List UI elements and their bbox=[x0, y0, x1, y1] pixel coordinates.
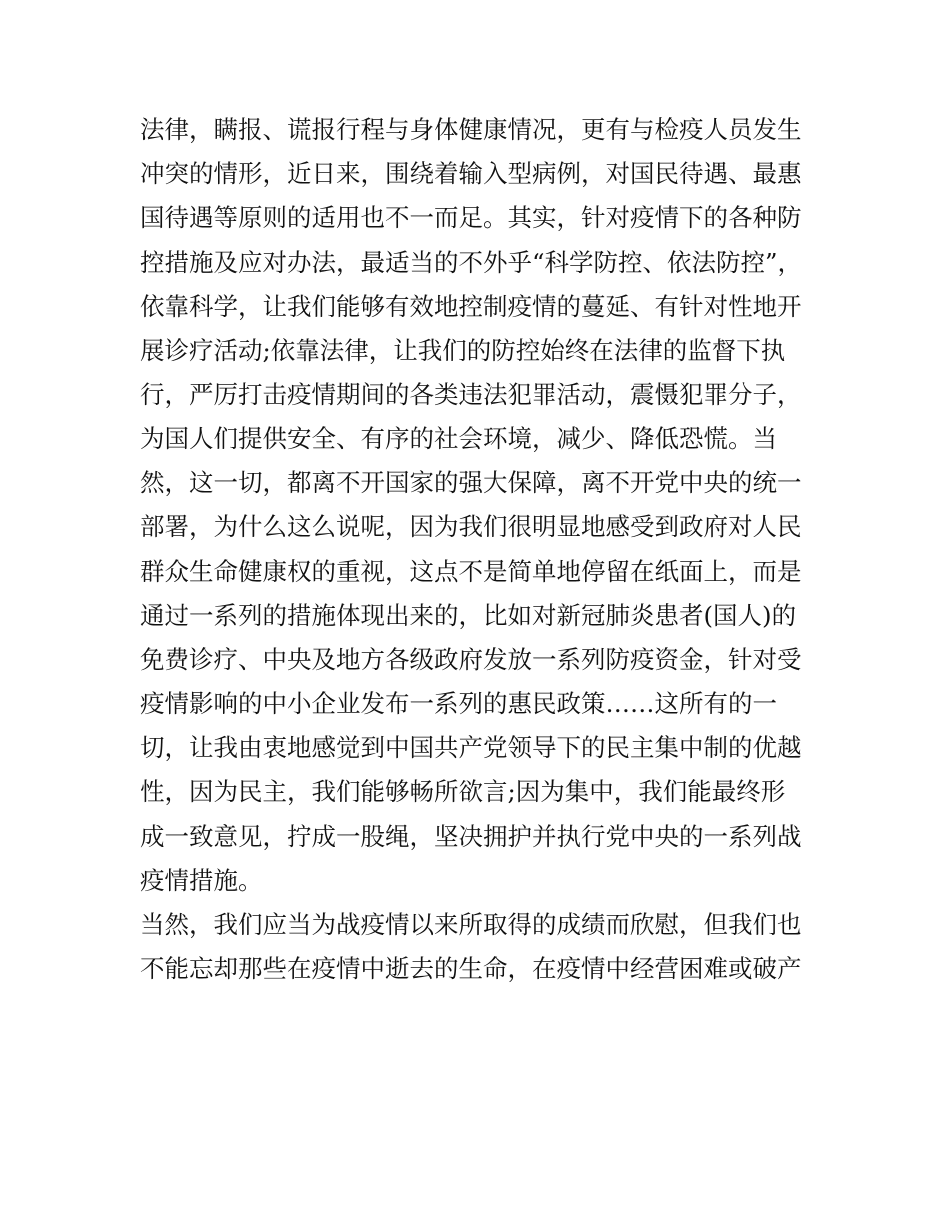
text-line: 性，因为民主，我们能够畅所欲言;因为集中，我们能最终形 bbox=[140, 777, 786, 806]
text-line: 法律，瞒报、谎报行程与身体健康情况，更有与检疫人员发生 bbox=[140, 115, 802, 144]
text-line: 当然，我们应当为战疫情以来所取得的成绩而欣慰，但我们也 bbox=[140, 910, 802, 939]
text-line: 通过一系列的措施体现出来的，比如对新冠肺炎患者(国人)的 bbox=[140, 601, 797, 630]
text-line: 为国人们提供安全、有序的社会环境，减少、降低恐慌。当 bbox=[140, 424, 777, 453]
text-line: 依靠科学，让我们能够有效地控制疫情的蔓延、有针对性地开 bbox=[140, 292, 802, 321]
text-line: 疫情影响的中小企业发布一系列的惠民政策……这所有的一 bbox=[140, 689, 777, 718]
text-line: 展诊疗活动;依靠法律，让我们的防控始终在法律的监督下执 bbox=[140, 336, 786, 365]
text-line: 国待遇等原则的适用也不一而足。其实，针对疫情下的各种防 bbox=[140, 203, 802, 232]
text-line: 然，这一切，都离不开国家的强大保障，离不开党中央的统一 bbox=[140, 468, 802, 497]
text-line: 成一致意见，拧成一股绳，坚决拥护并执行党中央的一系列战 bbox=[140, 822, 802, 851]
text-line: 控措施及应对办法，最适当的不外乎“科学防控、依法防控”， bbox=[140, 248, 803, 277]
text-line: 行，严厉打击疫情期间的各类违法犯罪活动，震慑犯罪分子， bbox=[140, 380, 802, 409]
text-line: 切，让我由衷地感觉到中国共产党领导下的民主集中制的优越 bbox=[140, 733, 802, 762]
text-line: 群众生命健康权的重视，这点不是简单地停留在纸面上，而是 bbox=[140, 557, 802, 586]
text-line: 疫情措施。 bbox=[140, 866, 263, 895]
text-line: 部署，为什么这么说呢，因为我们很明显地感受到政府对人民 bbox=[140, 512, 802, 541]
text-line: 冲突的情形，近日来，围绕着输入型病例，对国民待遇、最惠 bbox=[140, 159, 802, 188]
text-line: 免费诊疗、中央及地方各级政府发放一系列防疫资金，针对受 bbox=[140, 645, 802, 674]
text-line: 不能忘却那些在疫情中逝去的生命，在疫情中经营困难或破产 bbox=[140, 954, 802, 983]
